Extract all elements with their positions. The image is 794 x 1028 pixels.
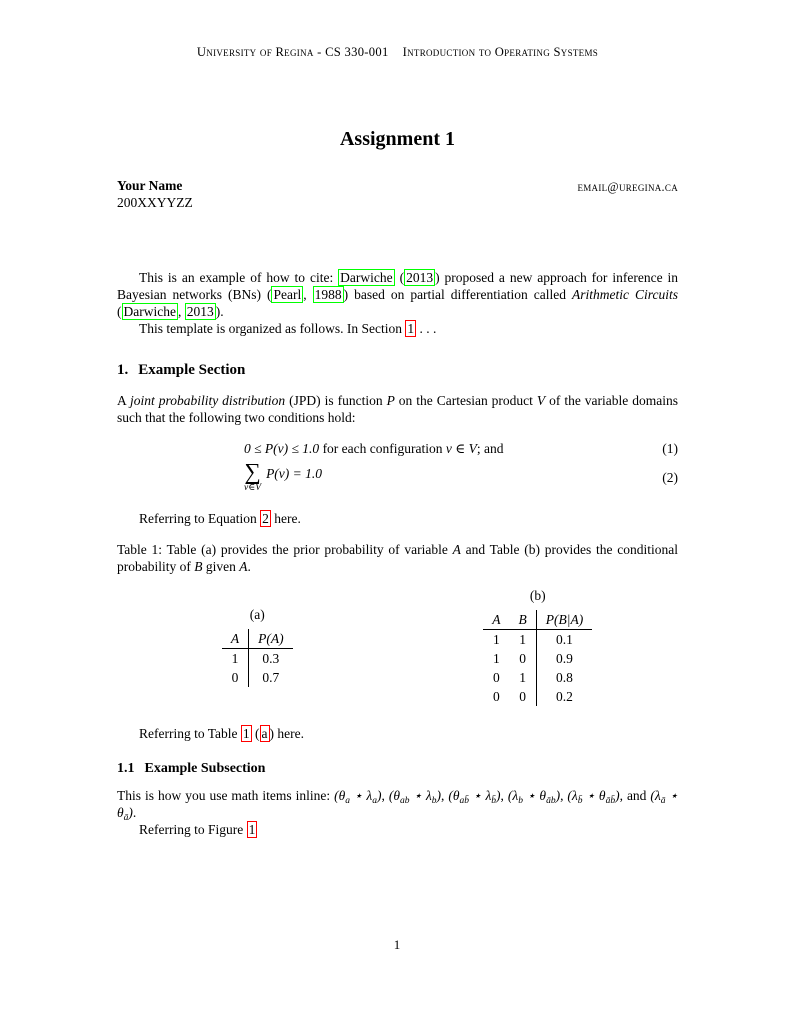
table-ref-link[interactable]: 1 bbox=[242, 726, 250, 741]
table-row: 1 0 0.9 bbox=[483, 649, 592, 668]
table-row: 0 0 0.2 bbox=[483, 687, 592, 706]
table-1-caption: Table 1: Table (a) provides the prior probability of variable A and Table (b) provides the conditional probability of B given A. bbox=[117, 542, 678, 574]
prior-probability-table-wrap bbox=[117, 606, 398, 687]
table-row: 1 0.3 bbox=[222, 649, 293, 669]
course-header-left: University of Regina - CS 330-001 bbox=[196, 45, 389, 59]
inline-math-paragraph: This is how you use math items inline: ($\theta_a$ ⋆ $\lambda_a$), ($\theta_{ab}$ ⋆ $\lambda_b$), ($\theta_{ab̄}$ ⋆ $\lambda_{b̄}$), ($\lambda_b$ ⋆ $\theta_{āb}$), ($\lambda_{b̄}$ ⋆ $\theta_{āb̄}$), and ($\lambda_ā$ ⋆ $\theta_ā$). bbox=[117, 788, 678, 823]
equation-2: ∑ v∈V P(v) = 1.0 (2) bbox=[244, 459, 678, 493]
table-a-header-row: A P(A) bbox=[222, 629, 293, 649]
prior-probability-table bbox=[222, 629, 293, 687]
section-1-heading bbox=[117, 361, 678, 380]
table-row: 0 1 0.8 bbox=[483, 668, 592, 687]
author-info bbox=[117, 177, 193, 211]
citation-link-darwiche-2[interactable]: Darwiche bbox=[123, 304, 176, 319]
arithmetic-circuits-term: Arithmetic Circuits bbox=[572, 287, 678, 302]
student-id: 200XXYYZZ bbox=[117, 195, 193, 210]
equation-1-number: (1) bbox=[662, 441, 678, 456]
course-header bbox=[117, 44, 678, 61]
citation-paragraph: This is an example of how to cite: Darwiche ( 2013 ) proposed a new approach for inference in Bayesian networks (BNs) ( Pearl , 1988 ) based on partial differentiation called Arithmetic Circuits ( Darwiche , 2013 ). bbox=[117, 270, 678, 319]
subsection-title: Example Subsection bbox=[144, 761, 266, 776]
table-row: 0 0.7 bbox=[222, 668, 293, 687]
table-ref-paragraph: Referring to Table 1 ( a ) here. bbox=[139, 726, 305, 741]
table-b-caption: (b) bbox=[529, 588, 546, 603]
figure-ref-paragraph: Referring to Figure 1 bbox=[139, 822, 256, 837]
jpd-paragraph: A joint probability distribution (JPD) is function P on the Cartesian product V of the variable domains such that the following two conditions hold: bbox=[117, 393, 678, 425]
page-number: 1 bbox=[393, 937, 401, 952]
section-ref-link[interactable]: 1 bbox=[407, 321, 415, 336]
summation-symbol: ∑ v∈V bbox=[244, 459, 262, 493]
table-b-header-row: A B P(B|A) bbox=[483, 610, 592, 630]
equation-ref-link[interactable]: 2 bbox=[262, 511, 269, 526]
author-block bbox=[117, 177, 678, 211]
equation-ref-paragraph: Referring to Equation 2 here. bbox=[139, 511, 301, 526]
subsection-heading bbox=[117, 760, 678, 778]
tables-container bbox=[117, 587, 678, 706]
citation-link-pearl[interactable]: Pearl bbox=[273, 287, 302, 302]
jpd-term: joint probability distribution bbox=[129, 393, 286, 408]
citation-link-darwiche[interactable]: Darwiche bbox=[340, 270, 393, 285]
table-a-caption: (a) bbox=[249, 607, 265, 622]
section-number: 1. bbox=[117, 362, 129, 378]
template-paragraph: This template is organized as follows. In Section 1 . . . bbox=[139, 321, 437, 336]
course-header-right: Introduction to Operating Systems bbox=[402, 45, 599, 59]
assignment-title: Assignment 1 bbox=[339, 128, 455, 150]
equation-1: 0 ≤ P(v) ≤ 1.0 for each configuration v ∈ V; and (1) bbox=[244, 441, 678, 456]
subsection-number: 1.1 bbox=[117, 761, 135, 776]
author-email[interactable]: email@uregina.ca bbox=[577, 180, 678, 194]
conditional-probability-table-wrap bbox=[398, 587, 679, 706]
citation-link-2013[interactable]: 2013 bbox=[406, 270, 434, 285]
conditional-probability-table bbox=[483, 610, 592, 706]
section-title: Example Section bbox=[138, 362, 246, 378]
equation-block bbox=[117, 440, 678, 493]
subtable-ref-link[interactable]: a bbox=[261, 726, 268, 741]
author-name: Your Name bbox=[117, 178, 183, 193]
citation-link-1988[interactable]: 1988 bbox=[314, 287, 342, 302]
citation-link-2013-2[interactable]: 2013 bbox=[186, 304, 214, 319]
equation-2-number: (2) bbox=[662, 470, 678, 485]
table-row: 1 1 0.1 bbox=[483, 630, 592, 650]
figure-ref-link[interactable]: 1 bbox=[248, 822, 256, 837]
